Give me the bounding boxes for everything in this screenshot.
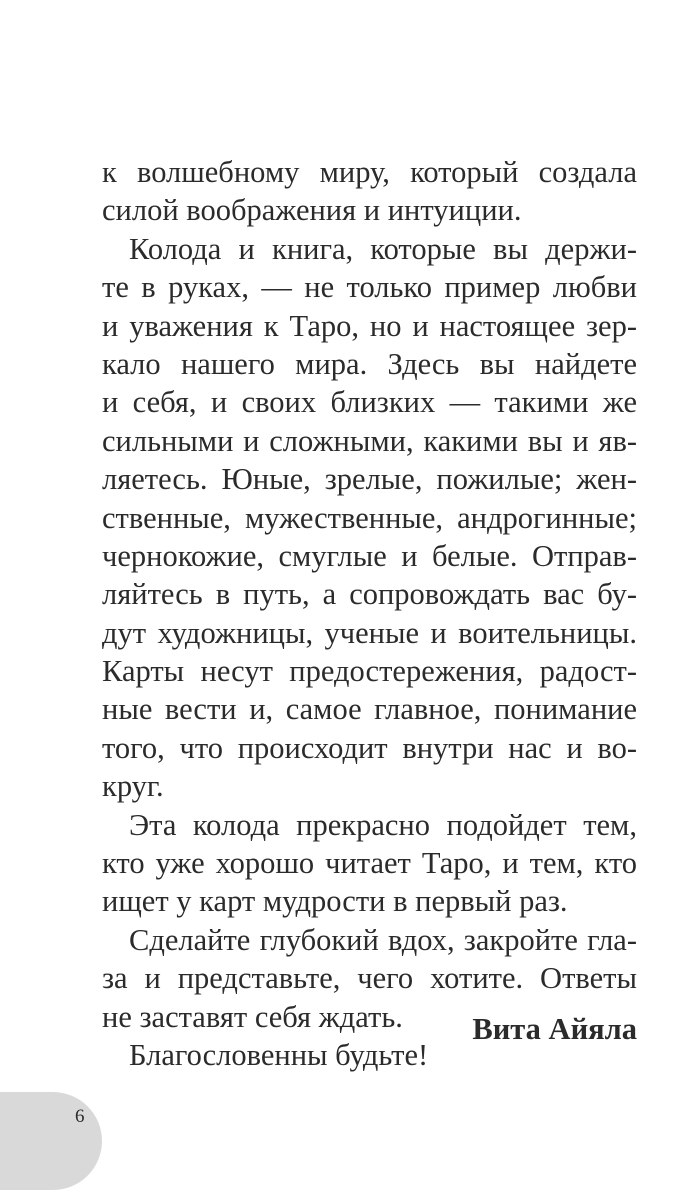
- text-line: ляйтесь в путь, а сопровождать вас бу-: [102, 577, 637, 612]
- text-line: ные вести и, самое главное, понимание: [102, 692, 637, 727]
- page-number: 6: [75, 1106, 85, 1127]
- text-line: того, что происходит внутри нас и во-: [102, 730, 637, 765]
- text-line: сильными и сложными, какими вы и яв-: [102, 423, 637, 458]
- text-line: и себя, и своих близких — такими же: [102, 385, 637, 420]
- page-number-tab: [0, 1092, 102, 1190]
- text-line: дут художницы, ученые и воительницы.: [102, 615, 637, 650]
- text-line: не заставят себя ждать.: [102, 999, 403, 1034]
- text-line: Благословенны будьте!: [129, 1037, 429, 1072]
- text-line: Колода и книга, которые вы держи-: [129, 231, 637, 266]
- author-signature: Вита Айяла: [472, 1012, 637, 1046]
- text-line: Карты несут предостережения, радост-: [102, 654, 637, 689]
- text-line: ищет у карт мудрости в первый раз.: [102, 884, 568, 919]
- text-line: круг.: [102, 769, 164, 804]
- text-line: кало нашего мира. Здесь вы найдете: [102, 346, 637, 381]
- text-line: Эта колода прекрасно подойдет тем,: [129, 807, 637, 842]
- text-line: к волшебному миру, который создала: [102, 155, 637, 189]
- text-line: кто уже хорошо читает Таро, и тем, кто: [102, 846, 637, 881]
- text-line: чернокожие, смуглые и белые. Отправ-: [102, 538, 637, 573]
- text-line: ственные, мужественные, андрогинные;: [102, 500, 637, 535]
- text-line: за и представьте, чего хотите. Ответы: [102, 961, 637, 996]
- text-line: и уважения к Таро, но и настоящее зер-: [102, 308, 637, 343]
- text-line: те в руках, — не только пример любви: [102, 270, 637, 305]
- text-line: Сделайте глубокий вдох, закройте гла-: [129, 922, 637, 957]
- text-line: силой воображения и интуиции.: [102, 193, 522, 228]
- body-text: [102, 153, 637, 1074]
- text-line: ляетесь. Юные, зрелые, пожилые; жен-: [102, 462, 637, 497]
